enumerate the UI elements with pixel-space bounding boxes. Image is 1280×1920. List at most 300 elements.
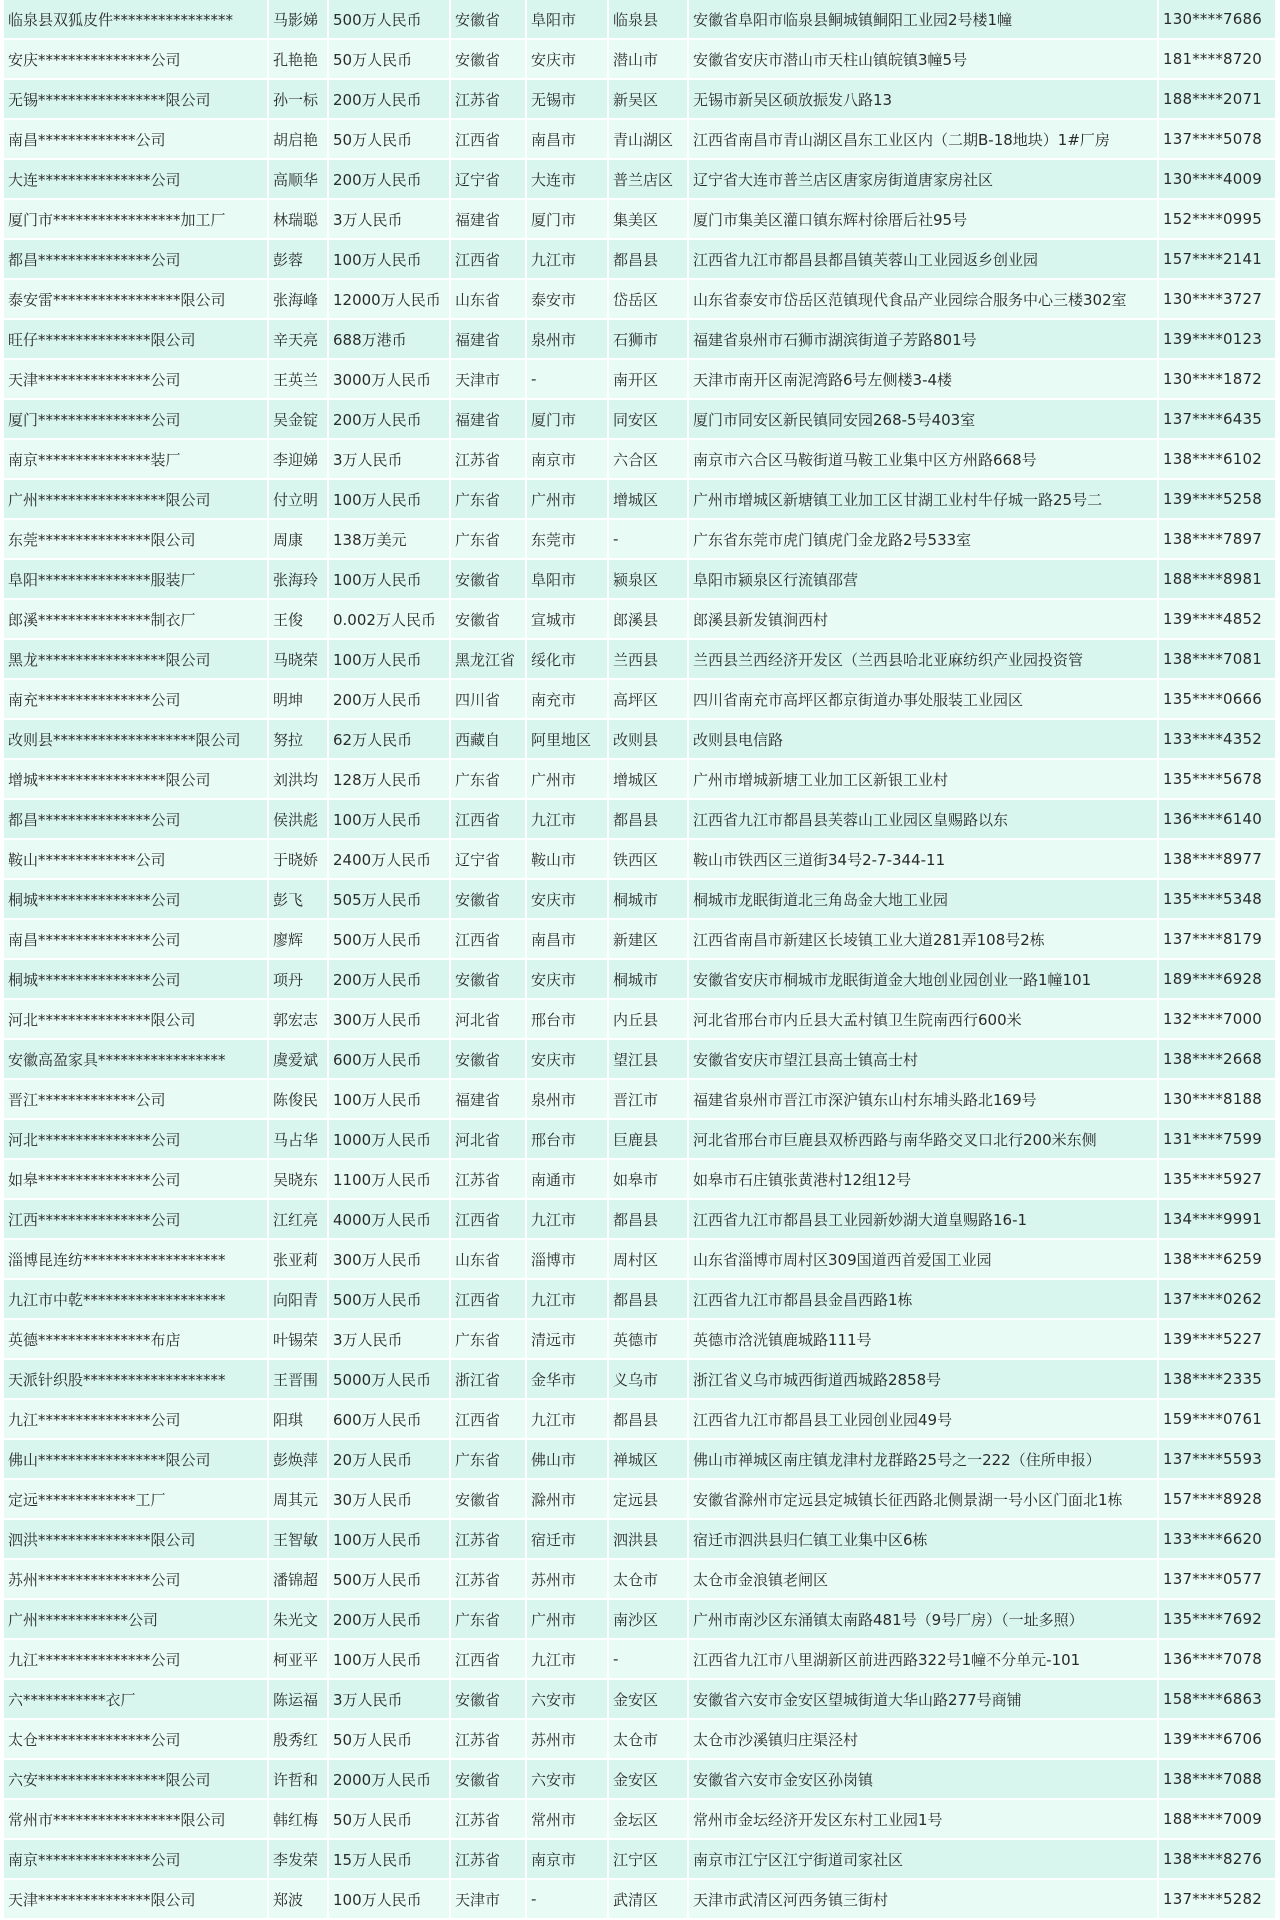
province-cell: 江苏省 <box>450 1159 526 1199</box>
company-name-cell: 泰安雷*****************限公司 <box>4 279 268 319</box>
phone-cell: 135****7692 <box>1158 1599 1276 1639</box>
district-cell: 集美区 <box>608 199 688 239</box>
registered-capital-cell: 100万人民币 <box>328 559 450 599</box>
registered-capital-cell: 500万人民币 <box>328 1279 450 1319</box>
city-cell: 大连市 <box>526 159 608 199</box>
legal-rep-cell: 李迎娣 <box>268 439 328 479</box>
table-row <box>4 519 1276 559</box>
district-cell: 新建区 <box>608 919 688 959</box>
city-cell: 六安市 <box>526 1679 608 1719</box>
legal-rep-cell: 廖辉 <box>268 919 328 959</box>
province-cell: 山东省 <box>450 279 526 319</box>
address-cell: 浙江省义乌市城西街道西城路2858号 <box>688 1359 1158 1399</box>
registered-capital-cell: 100万人民币 <box>328 1639 450 1679</box>
legal-rep-cell: 朱光文 <box>268 1599 328 1639</box>
province-cell: 广东省 <box>450 1439 526 1479</box>
phone-cell: 130****7686 <box>1158 0 1276 39</box>
city-cell: 无锡市 <box>526 79 608 119</box>
registered-capital-cell: 30万人民币 <box>328 1479 450 1519</box>
legal-rep-cell: 林瑞聪 <box>268 199 328 239</box>
city-cell: 安庆市 <box>526 959 608 999</box>
city-cell: 绥化市 <box>526 639 608 679</box>
district-cell: 普兰店区 <box>608 159 688 199</box>
province-cell: 江西省 <box>450 1639 526 1679</box>
registered-capital-cell: 128万人民币 <box>328 759 450 799</box>
province-cell: 天津市 <box>450 359 526 399</box>
province-cell: 黑龙江省 <box>450 639 526 679</box>
city-cell: 六安市 <box>526 1759 608 1799</box>
address-cell: 常州市金坛经济开发区东村工业园1号 <box>688 1799 1158 1839</box>
legal-rep-cell: 江红亮 <box>268 1199 328 1239</box>
province-cell: 安徽省 <box>450 879 526 919</box>
table-row <box>4 1799 1276 1839</box>
phone-cell: 139****0123 <box>1158 319 1276 359</box>
city-cell: 南充市 <box>526 679 608 719</box>
company-name-cell: 太仓***************公司 <box>4 1719 268 1759</box>
registered-capital-cell: 200万人民币 <box>328 959 450 999</box>
table-row <box>4 79 1276 119</box>
city-cell: 苏州市 <box>526 1559 608 1599</box>
legal-rep-cell: 吴晓东 <box>268 1159 328 1199</box>
phone-cell: 137****5282 <box>1158 1879 1276 1919</box>
province-cell: 安徽省 <box>450 1679 526 1719</box>
address-cell: 安徽省安庆市潜山市天柱山镇皖镇3幢5号 <box>688 39 1158 79</box>
phone-cell: 130****1872 <box>1158 359 1276 399</box>
phone-cell: 138****7081 <box>1158 639 1276 679</box>
district-cell: 都昌县 <box>608 799 688 839</box>
phone-cell: 135****5678 <box>1158 759 1276 799</box>
phone-cell: 138****2668 <box>1158 1039 1276 1079</box>
company-name-cell: 桐城***************公司 <box>4 959 268 999</box>
city-cell: 南京市 <box>526 1839 608 1879</box>
province-cell: 安徽省 <box>450 1759 526 1799</box>
district-cell: 都昌县 <box>608 1199 688 1239</box>
legal-rep-cell: 潘锦超 <box>268 1559 328 1599</box>
legal-rep-cell: 彭焕萍 <box>268 1439 328 1479</box>
legal-rep-cell: 虞爱斌 <box>268 1039 328 1079</box>
address-cell: 安徽省六安市金安区望城街道大华山路277号商铺 <box>688 1679 1158 1719</box>
city-cell: 广州市 <box>526 1599 608 1639</box>
district-cell: 南开区 <box>608 359 688 399</box>
city-cell: 安庆市 <box>526 879 608 919</box>
district-cell: 石狮市 <box>608 319 688 359</box>
district-cell: 望江县 <box>608 1039 688 1079</box>
company-name-cell: 无锡*****************限公司 <box>4 79 268 119</box>
phone-cell: 138****2335 <box>1158 1359 1276 1399</box>
company-name-cell: 南昌*************公司 <box>4 119 268 159</box>
phone-cell: 135****0666 <box>1158 679 1276 719</box>
city-cell: 九江市 <box>526 1639 608 1679</box>
phone-cell: 132****7000 <box>1158 999 1276 1039</box>
registered-capital-cell: 62万人民币 <box>328 719 450 759</box>
address-cell: 河北省邢台市内丘县大孟村镇卫生院南西行600米 <box>688 999 1158 1039</box>
company-name-cell: 广州************公司 <box>4 1599 268 1639</box>
legal-rep-cell: 叶锡荣 <box>268 1319 328 1359</box>
company-name-cell: 鞍山*************公司 <box>4 839 268 879</box>
phone-cell: 157****2141 <box>1158 239 1276 279</box>
address-cell: 太仓市沙溪镇归庄渠泾村 <box>688 1719 1158 1759</box>
phone-cell: 188****7009 <box>1158 1799 1276 1839</box>
city-cell: 阿里地区 <box>526 719 608 759</box>
company-name-cell: 临泉县双狐皮件**************** <box>4 0 268 39</box>
company-name-cell: 广州*****************限公司 <box>4 479 268 519</box>
district-cell: 泗洪县 <box>608 1519 688 1559</box>
province-cell: 辽宁省 <box>450 159 526 199</box>
district-cell: 禅城区 <box>608 1439 688 1479</box>
table-row <box>4 159 1276 199</box>
city-cell: 泉州市 <box>526 1079 608 1119</box>
table-row <box>4 1519 1276 1559</box>
province-cell: 安徽省 <box>450 1479 526 1519</box>
province-cell: 江西省 <box>450 1399 526 1439</box>
registered-capital-cell: 200万人民币 <box>328 1599 450 1639</box>
table-row <box>4 839 1276 879</box>
province-cell: 江西省 <box>450 239 526 279</box>
company-name-cell: 佛山*****************限公司 <box>4 1439 268 1479</box>
phone-cell: 133****6620 <box>1158 1519 1276 1559</box>
province-cell: 天津市 <box>450 1879 526 1919</box>
phone-cell: 137****5593 <box>1158 1439 1276 1479</box>
phone-cell: 130****8188 <box>1158 1079 1276 1119</box>
legal-rep-cell: 许哲和 <box>268 1759 328 1799</box>
legal-rep-cell: 柯亚平 <box>268 1639 328 1679</box>
phone-cell: 138****7897 <box>1158 519 1276 559</box>
registered-capital-cell: 100万人民币 <box>328 1079 450 1119</box>
company-name-cell: 九江***************公司 <box>4 1639 268 1679</box>
legal-rep-cell: 明坤 <box>268 679 328 719</box>
district-cell: 潜山市 <box>608 39 688 79</box>
province-cell: 福建省 <box>450 199 526 239</box>
district-cell: 义乌市 <box>608 1359 688 1399</box>
city-cell: - <box>526 1879 608 1919</box>
address-cell: 兰西县兰西经济开发区（兰西县哈北亚麻纺织产业园投资管 <box>688 639 1158 679</box>
table-row <box>4 1839 1276 1879</box>
province-cell: 广东省 <box>450 1319 526 1359</box>
phone-cell: 137****5078 <box>1158 119 1276 159</box>
district-cell: 兰西县 <box>608 639 688 679</box>
company-name-cell: 南充***************公司 <box>4 679 268 719</box>
table-row <box>4 999 1276 1039</box>
registered-capital-cell: 100万人民币 <box>328 239 450 279</box>
phone-cell: 138****8977 <box>1158 839 1276 879</box>
registered-capital-cell: 100万人民币 <box>328 799 450 839</box>
address-cell: 桐城市龙眠街道北三角岛金大地工业园 <box>688 879 1158 919</box>
table-row <box>4 1879 1276 1919</box>
legal-rep-cell: 王俊 <box>268 599 328 639</box>
company-name-cell: 旺仔***************限公司 <box>4 319 268 359</box>
phone-cell: 137****0262 <box>1158 1279 1276 1319</box>
legal-rep-cell: 付立明 <box>268 479 328 519</box>
district-cell: 周村区 <box>608 1239 688 1279</box>
city-cell: 清远市 <box>526 1319 608 1359</box>
province-cell: 福建省 <box>450 1079 526 1119</box>
address-cell: 安徽省滁州市定远县定城镇长征西路北侧景湖一号小区门面北1栋 <box>688 1479 1158 1519</box>
legal-rep-cell: 刘洪均 <box>268 759 328 799</box>
company-name-cell: 天津***************限公司 <box>4 1879 268 1919</box>
legal-rep-cell: 马晓荣 <box>268 639 328 679</box>
legal-rep-cell: 韩红梅 <box>268 1799 328 1839</box>
address-cell: 南京市六合区马鞍街道马鞍工业集中区方州路668号 <box>688 439 1158 479</box>
registered-capital-cell: 3000万人民币 <box>328 359 450 399</box>
company-name-cell: 南京***************装厂 <box>4 439 268 479</box>
legal-rep-cell: 殷秀红 <box>268 1719 328 1759</box>
address-cell: 河北省邢台市巨鹿县双桥西路与南华路交叉口北行200米东侧 <box>688 1119 1158 1159</box>
registered-capital-cell: 12000万人民币 <box>328 279 450 319</box>
table-row <box>4 439 1276 479</box>
legal-rep-cell: 周康 <box>268 519 328 559</box>
address-cell: 改则县电信路 <box>688 719 1158 759</box>
registered-capital-cell: 50万人民币 <box>328 1799 450 1839</box>
registered-capital-cell: 100万人民币 <box>328 479 450 519</box>
province-cell: 安徽省 <box>450 0 526 39</box>
phone-cell: 189****6928 <box>1158 959 1276 999</box>
legal-rep-cell: 郭宏志 <box>268 999 328 1039</box>
legal-rep-cell: 张亚莉 <box>268 1239 328 1279</box>
province-cell: 西藏自 <box>450 719 526 759</box>
company-name-cell: 大连***************公司 <box>4 159 268 199</box>
legal-rep-cell: 侯洪彪 <box>268 799 328 839</box>
district-cell: 高坪区 <box>608 679 688 719</box>
company-name-cell: 郎溪***************制衣厂 <box>4 599 268 639</box>
table-row <box>4 959 1276 999</box>
address-cell: 江西省南昌市青山湖区昌东工业区内（二期B-18地块）1#厂房 <box>688 119 1158 159</box>
province-cell: 江苏省 <box>450 1719 526 1759</box>
legal-rep-cell: 于晓娇 <box>268 839 328 879</box>
registered-capital-cell: 3万人民币 <box>328 199 450 239</box>
district-cell: 青山湖区 <box>608 119 688 159</box>
company-name-cell: 六安*****************限公司 <box>4 1759 268 1799</box>
address-cell: 阜阳市颍泉区行流镇邵营 <box>688 559 1158 599</box>
district-cell: 改则县 <box>608 719 688 759</box>
phone-cell: 135****5348 <box>1158 879 1276 919</box>
company-name-cell: 九江市中乾******************* <box>4 1279 268 1319</box>
registered-capital-cell: 200万人民币 <box>328 159 450 199</box>
province-cell: 江苏省 <box>450 1799 526 1839</box>
city-cell: 鞍山市 <box>526 839 608 879</box>
district-cell: 增城区 <box>608 479 688 519</box>
legal-rep-cell: 李发荣 <box>268 1839 328 1879</box>
address-cell: 厦门市同安区新民镇同安园268-5号403室 <box>688 399 1158 439</box>
registered-capital-cell: 500万人民币 <box>328 0 450 39</box>
company-name-cell: 河北***************公司 <box>4 1119 268 1159</box>
phone-cell: 136****6140 <box>1158 799 1276 839</box>
district-cell: 增城区 <box>608 759 688 799</box>
registered-capital-cell: 500万人民币 <box>328 919 450 959</box>
city-cell: 九江市 <box>526 239 608 279</box>
phone-cell: 138****6259 <box>1158 1239 1276 1279</box>
company-name-cell: 南昌***************公司 <box>4 919 268 959</box>
province-cell: 江西省 <box>450 799 526 839</box>
province-cell: 河北省 <box>450 999 526 1039</box>
province-cell: 四川省 <box>450 679 526 719</box>
province-cell: 广东省 <box>450 759 526 799</box>
registered-capital-cell: 3万人民币 <box>328 439 450 479</box>
legal-rep-cell: 周其元 <box>268 1479 328 1519</box>
district-cell: 都昌县 <box>608 1399 688 1439</box>
phone-cell: 139****5227 <box>1158 1319 1276 1359</box>
district-cell: 同安区 <box>608 399 688 439</box>
table-row <box>4 599 1276 639</box>
table-row <box>4 1359 1276 1399</box>
city-cell: 九江市 <box>526 1399 608 1439</box>
district-cell: - <box>608 1639 688 1679</box>
registered-capital-cell: 50万人民币 <box>328 39 450 79</box>
registered-capital-cell: 505万人民币 <box>328 879 450 919</box>
table-row <box>4 1119 1276 1159</box>
address-cell: 福建省泉州市石狮市湖滨街道子芳路801号 <box>688 319 1158 359</box>
province-cell: 江西省 <box>450 919 526 959</box>
legal-rep-cell: 向阳青 <box>268 1279 328 1319</box>
company-name-cell: 阜阳***************服装厂 <box>4 559 268 599</box>
table-row <box>4 1079 1276 1119</box>
city-cell: 宣城市 <box>526 599 608 639</box>
address-cell: 江西省南昌市新建区长堎镇工业大道281弄108号2栋 <box>688 919 1158 959</box>
city-cell: 阜阳市 <box>526 0 608 39</box>
table-row <box>4 879 1276 919</box>
registered-capital-cell: 50万人民币 <box>328 119 450 159</box>
city-cell: 九江市 <box>526 799 608 839</box>
city-cell: 滁州市 <box>526 1479 608 1519</box>
table-row <box>4 639 1276 679</box>
address-cell: 天津市南开区南泥湾路6号左侧楼3-4楼 <box>688 359 1158 399</box>
city-cell: 金华市 <box>526 1359 608 1399</box>
address-cell: 佛山市禅城区南庄镇龙津村龙群路25号之一222（住所申报） <box>688 1439 1158 1479</box>
city-cell: 苏州市 <box>526 1719 608 1759</box>
legal-rep-cell: 王英兰 <box>268 359 328 399</box>
registered-capital-cell: 5000万人民币 <box>328 1359 450 1399</box>
legal-rep-cell: 马占华 <box>268 1119 328 1159</box>
company-name-cell: 都昌***************公司 <box>4 799 268 839</box>
registered-capital-cell: 200万人民币 <box>328 79 450 119</box>
address-cell: 山东省泰安市岱岳区范镇现代食品产业园综合服务中心三楼302室 <box>688 279 1158 319</box>
company-name-cell: 定远*************工厂 <box>4 1479 268 1519</box>
registered-capital-cell: 15万人民币 <box>328 1839 450 1879</box>
phone-cell: 188****8981 <box>1158 559 1276 599</box>
province-cell: 江苏省 <box>450 79 526 119</box>
table-row <box>4 679 1276 719</box>
registered-capital-cell: 200万人民币 <box>328 679 450 719</box>
province-cell: 江苏省 <box>450 1559 526 1599</box>
company-name-cell: 六***********衣厂 <box>4 1679 268 1719</box>
company-name-cell: 黑龙*****************限公司 <box>4 639 268 679</box>
address-cell: 太仓市金浪镇老闸区 <box>688 1559 1158 1599</box>
registered-capital-cell: 50万人民币 <box>328 1719 450 1759</box>
address-cell: 安徽省阜阳市临泉县鲖城镇鲖阳工业园2号楼1幢 <box>688 0 1158 39</box>
company-name-cell: 晋江*************公司 <box>4 1079 268 1119</box>
registered-capital-cell: 200万人民币 <box>328 399 450 439</box>
city-cell: 南昌市 <box>526 119 608 159</box>
province-cell: 河北省 <box>450 1119 526 1159</box>
address-cell: 江西省九江市都昌县芙蓉山工业园区皇赐路以东 <box>688 799 1158 839</box>
province-cell: 江苏省 <box>450 1839 526 1879</box>
company-name-cell: 增城*****************限公司 <box>4 759 268 799</box>
phone-cell: 130****4009 <box>1158 159 1276 199</box>
address-cell: 安徽省安庆市望江县高士镇高士村 <box>688 1039 1158 1079</box>
registered-capital-cell: 0.002万人民币 <box>328 599 450 639</box>
company-name-cell: 天派针织股******************* <box>4 1359 268 1399</box>
city-cell: 常州市 <box>526 1799 608 1839</box>
table-row <box>4 359 1276 399</box>
company-name-cell: 泗洪***************限公司 <box>4 1519 268 1559</box>
district-cell: 定远县 <box>608 1479 688 1519</box>
table-row <box>4 319 1276 359</box>
table-row <box>4 759 1276 799</box>
city-cell: 佛山市 <box>526 1439 608 1479</box>
company-table-body <box>4 0 1276 1919</box>
legal-rep-cell: 项丹 <box>268 959 328 999</box>
registered-capital-cell: 138万美元 <box>328 519 450 559</box>
registered-capital-cell: 688万港币 <box>328 319 450 359</box>
legal-rep-cell: 马影娣 <box>268 0 328 39</box>
legal-rep-cell: 吴金锭 <box>268 399 328 439</box>
legal-rep-cell: 陈俊民 <box>268 1079 328 1119</box>
address-cell: 广州市增城新塘工业加工区新银工业村 <box>688 759 1158 799</box>
company-name-cell: 苏州***************公司 <box>4 1559 268 1599</box>
registered-capital-cell: 100万人民币 <box>328 639 450 679</box>
legal-rep-cell: 王智敏 <box>268 1519 328 1559</box>
address-cell: 鞍山市铁西区三道街34号2-7-344-11 <box>688 839 1158 879</box>
table-row <box>4 39 1276 79</box>
legal-rep-cell: 胡启艳 <box>268 119 328 159</box>
district-cell: 巨鹿县 <box>608 1119 688 1159</box>
company-name-cell: 英德***************布店 <box>4 1319 268 1359</box>
district-cell: 都昌县 <box>608 239 688 279</box>
city-cell: 南京市 <box>526 439 608 479</box>
phone-cell: 131****7599 <box>1158 1119 1276 1159</box>
address-cell: 江西省九江市八里湖新区前进西路322号1幢不分单元-101 <box>688 1639 1158 1679</box>
phone-cell: 137****0577 <box>1158 1559 1276 1599</box>
company-name-cell: 改则县*******************限公司 <box>4 719 268 759</box>
address-cell: 如皋市石庄镇张黄港村12组12号 <box>688 1159 1158 1199</box>
company-name-cell: 如皋***************公司 <box>4 1159 268 1199</box>
phone-cell: 138****8276 <box>1158 1839 1276 1879</box>
address-cell: 英德市浛洸镇鹿城路111号 <box>688 1319 1158 1359</box>
city-cell: 广州市 <box>526 759 608 799</box>
phone-cell: 130****3727 <box>1158 279 1276 319</box>
district-cell: 武清区 <box>608 1879 688 1919</box>
registered-capital-cell: 1100万人民币 <box>328 1159 450 1199</box>
district-cell: 桐城市 <box>608 879 688 919</box>
table-row <box>4 399 1276 439</box>
table-row <box>4 1319 1276 1359</box>
province-cell: 山东省 <box>450 1239 526 1279</box>
legal-rep-cell: 彭蓉 <box>268 239 328 279</box>
phone-cell: 188****2071 <box>1158 79 1276 119</box>
phone-cell: 159****0761 <box>1158 1399 1276 1439</box>
city-cell: - <box>526 359 608 399</box>
table-row <box>4 1719 1276 1759</box>
district-cell: 内丘县 <box>608 999 688 1039</box>
district-cell: 如皋市 <box>608 1159 688 1199</box>
address-cell: 天津市武清区河西务镇三街村 <box>688 1879 1158 1919</box>
city-cell: 泰安市 <box>526 279 608 319</box>
province-cell: 福建省 <box>450 399 526 439</box>
phone-cell: 152****0995 <box>1158 199 1276 239</box>
district-cell: 金安区 <box>608 1759 688 1799</box>
district-cell: 六合区 <box>608 439 688 479</box>
address-cell: 四川省南充市高坪区都京街道办事处服装工业园区 <box>688 679 1158 719</box>
table-row <box>4 479 1276 519</box>
table-row <box>4 1599 1276 1639</box>
address-cell: 辽宁省大连市普兰店区唐家房街道唐家房社区 <box>688 159 1158 199</box>
district-cell: 江宁区 <box>608 1839 688 1879</box>
phone-cell: 133****4352 <box>1158 719 1276 759</box>
district-cell: 临泉县 <box>608 0 688 39</box>
province-cell: 浙江省 <box>450 1359 526 1399</box>
city-cell: 安庆市 <box>526 39 608 79</box>
phone-cell: 138****6102 <box>1158 439 1276 479</box>
table-row <box>4 1199 1276 1239</box>
